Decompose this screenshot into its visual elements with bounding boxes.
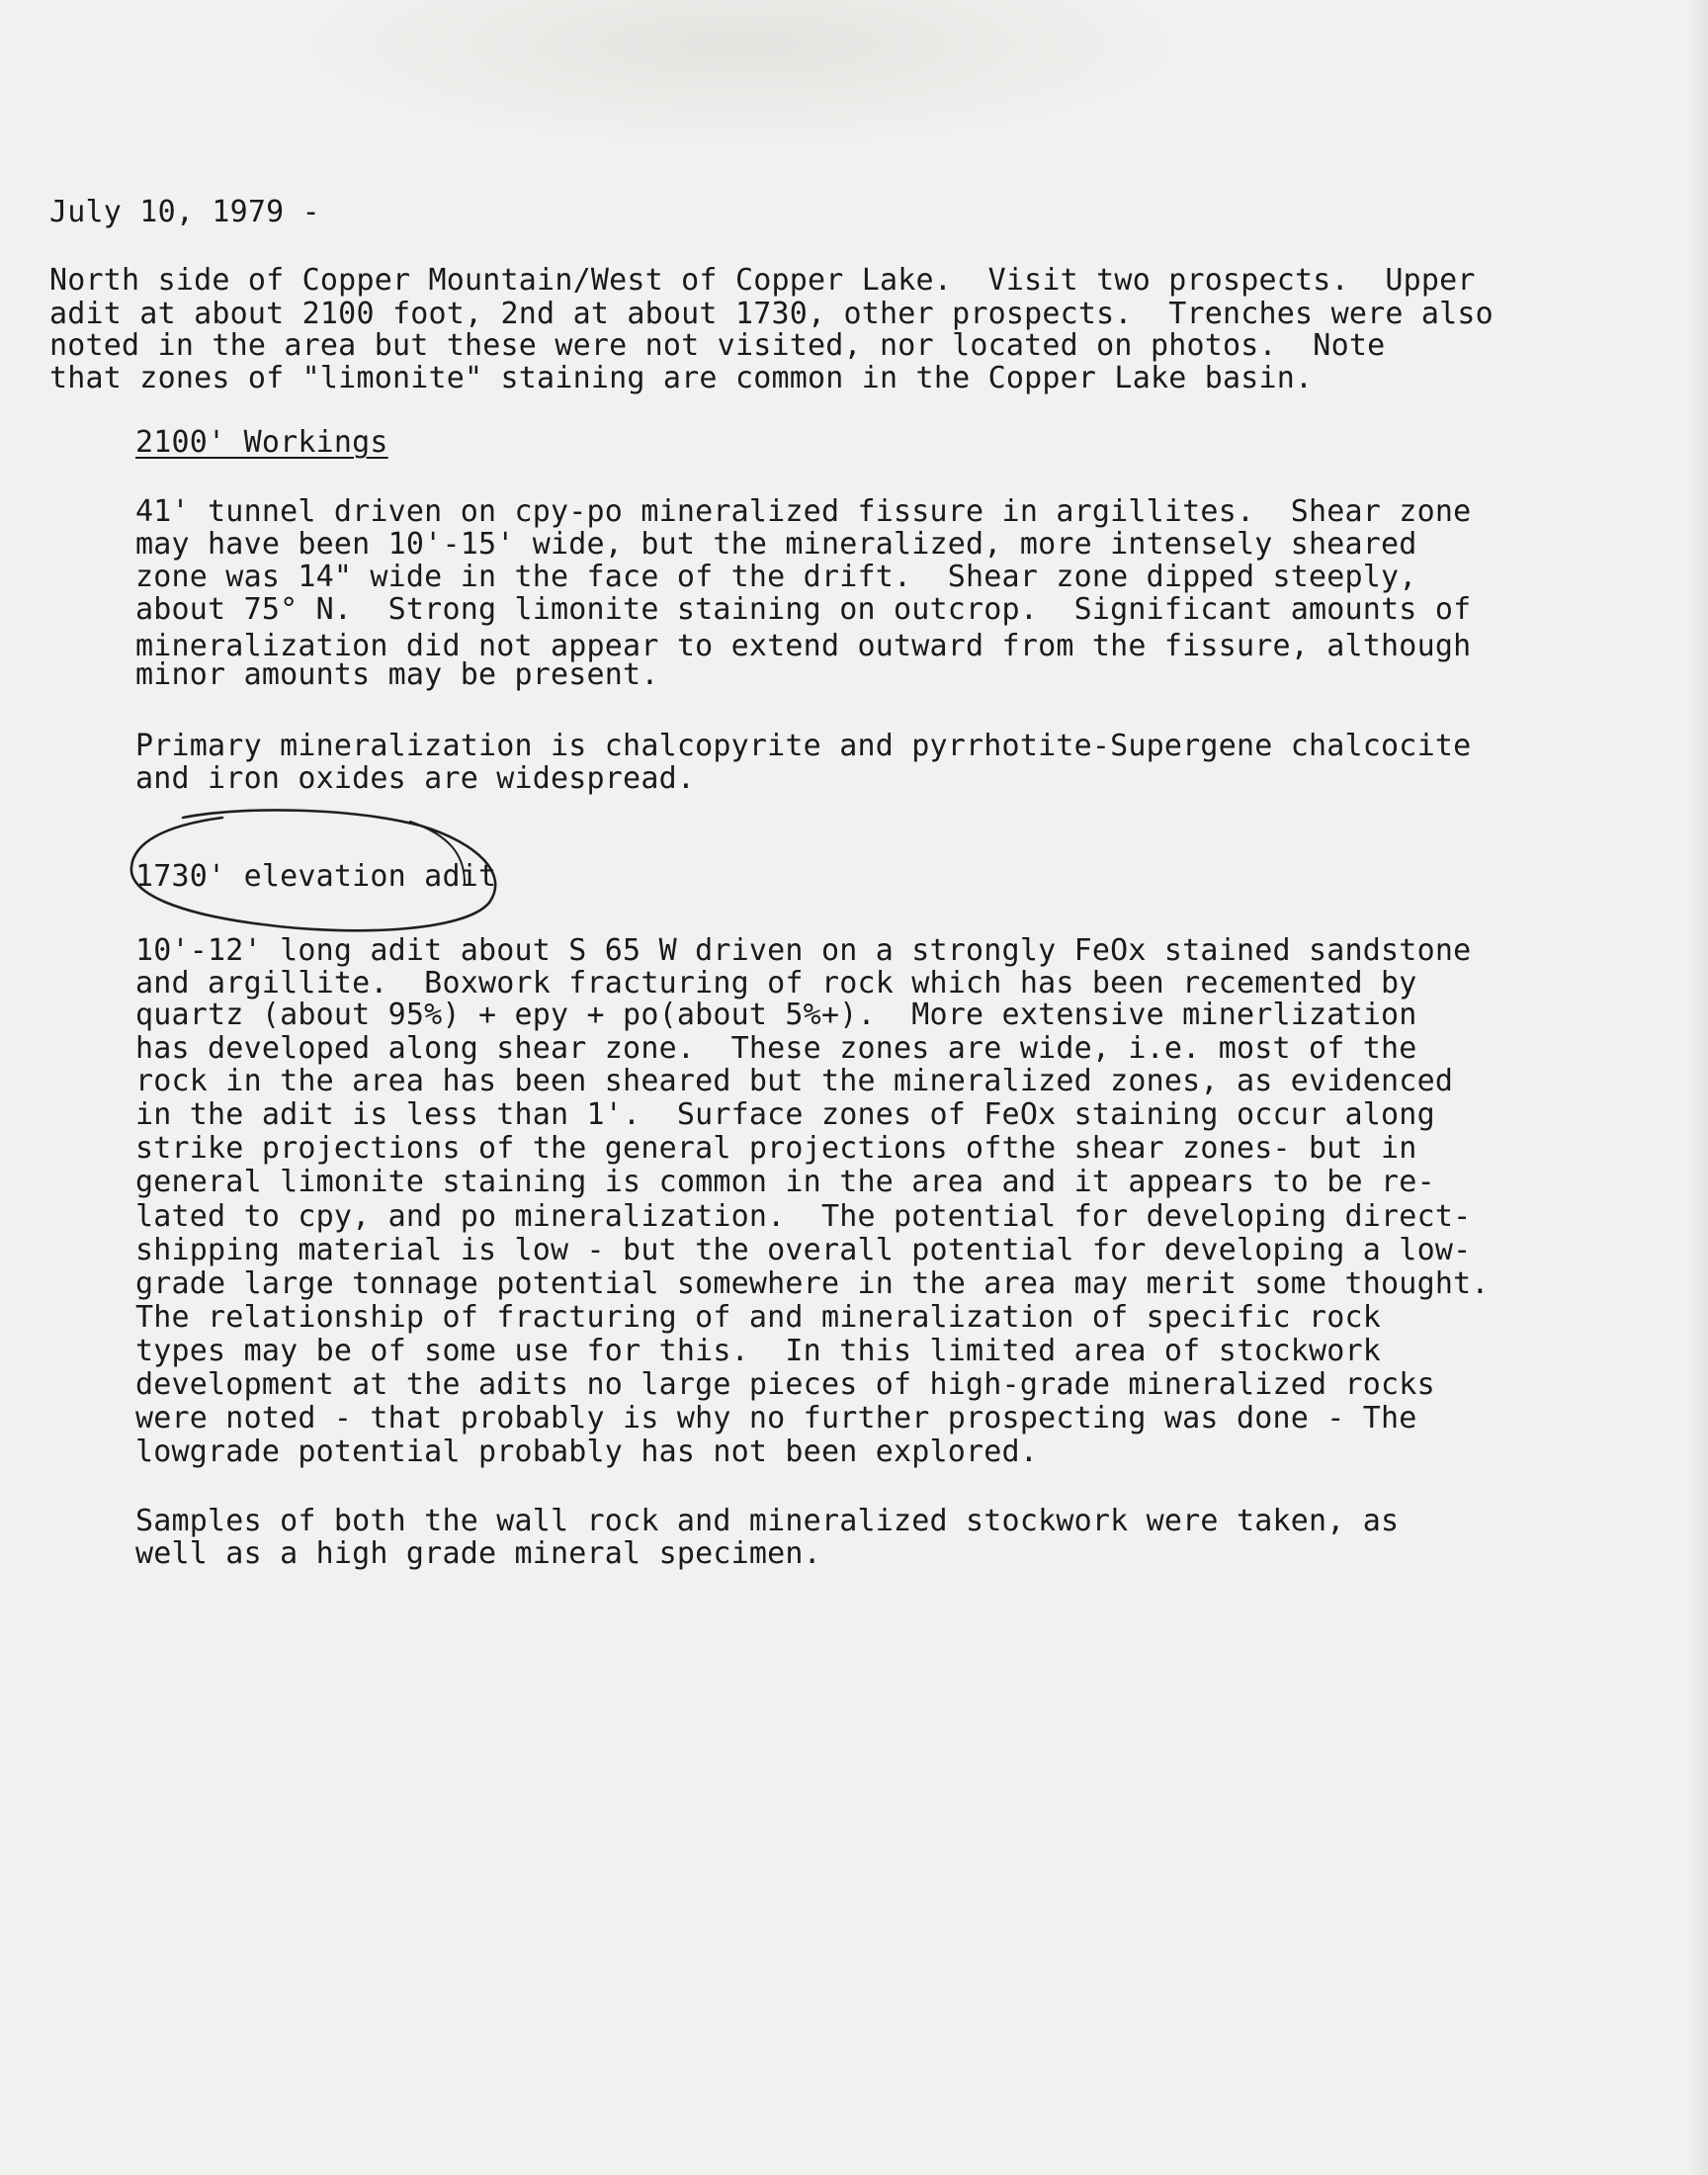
paragraph-line: zone was 14" wide in the face of the drift. Shear zone dipped steeply, [135,560,1417,594]
paragraph-line: shipping material is low - but the overall potential for developing a low- [135,1233,1472,1267]
intro-line: North side of Copper Mountain/West of Copper Lake. Visit two prospects. Upper [49,263,1476,298]
paragraph-line: well as a high grade mineral specimen. [135,1536,821,1571]
paragraph-line: mineralization did not appear to extend outward from the fissure, although [135,629,1472,663]
paragraph-line: were noted - that probably is why no further prospecting was done - The [135,1401,1417,1436]
intro-line: noted in the area but these were not visited, nor located on photos. Note [49,328,1386,363]
paragraph-line: may have been 10'-15' wide, but the mineralized, more intensely sheared [135,527,1417,562]
paragraph-line: lowgrade potential probably has not been explored. [135,1435,1039,1469]
paragraph-line: rock in the area has been sheared but the mineralized zones, as evidenced [135,1064,1454,1098]
paragraph-line: quartz (about 95%) + epy + po(about 5%+). More extensive minerlization [135,998,1417,1032]
date-heading: July 10, 1979 - [49,195,320,229]
scan-edge-shadow [1686,0,1708,2175]
paragraph-line: 10'-12' long adit about S 65 W driven on a strongly FeOx stained sandstone [135,933,1472,968]
intro-line: adit at about 2100 foot, 2nd at about 1730, other prospects. Trenches were also [49,297,1494,331]
paragraph-line: and iron oxides are widespread. [135,761,696,796]
paragraph-line: general limonite staining is common in the area and it appears to be re- [135,1165,1435,1199]
paragraph-line: types may be of some use for this. In this limited area of stockwork [135,1334,1382,1368]
section-heading-1730: 1730' elevation adit [135,859,497,894]
paragraph-line: about 75° N. Strong limonite staining on outcrop. Significant amounts of [135,592,1472,627]
paragraph-line: Primary mineralization is chalcopyrite and pyrrhotite-Supergene chalcocite [135,729,1472,763]
intro-line: that zones of "limonite" staining are common in the Copper Lake basin. [49,361,1314,395]
section-heading-2100: 2100' Workings [135,425,388,460]
paragraph-line: and argillite. Boxwork fracturing of rock which has been recemented by [135,966,1417,1000]
paragraph-line: has developed along shear zone. These zones are wide, i.e. most of the [135,1031,1417,1066]
paragraph-line: 41' tunnel driven on cpy-po mineralized fissure in argillites. Shear zone [135,494,1472,529]
paragraph-line: The relationship of fracturing of and mineralization of specific rock [135,1300,1382,1335]
paragraph-line: development at the adits no large pieces of high-grade mineralized rocks [135,1367,1435,1402]
paragraph-line: minor amounts may be present. [135,657,659,692]
paragraph-line: grade large tonnage potential somewhere in the area may merit some thought. [135,1266,1490,1301]
scan-bleed-through [297,0,1186,148]
paragraph-line: lated to cpy, and po mineralization. The potential for developing direct- [135,1199,1472,1234]
paragraph-line: in the adit is less than 1'. Surface zones of FeOx staining occur along [135,1097,1435,1132]
paragraph-line: strike projections of the general projections ofthe shear zones- but in [135,1131,1417,1166]
paragraph-line: Samples of both the wall rock and mineralized stockwork were taken, as [135,1504,1400,1538]
